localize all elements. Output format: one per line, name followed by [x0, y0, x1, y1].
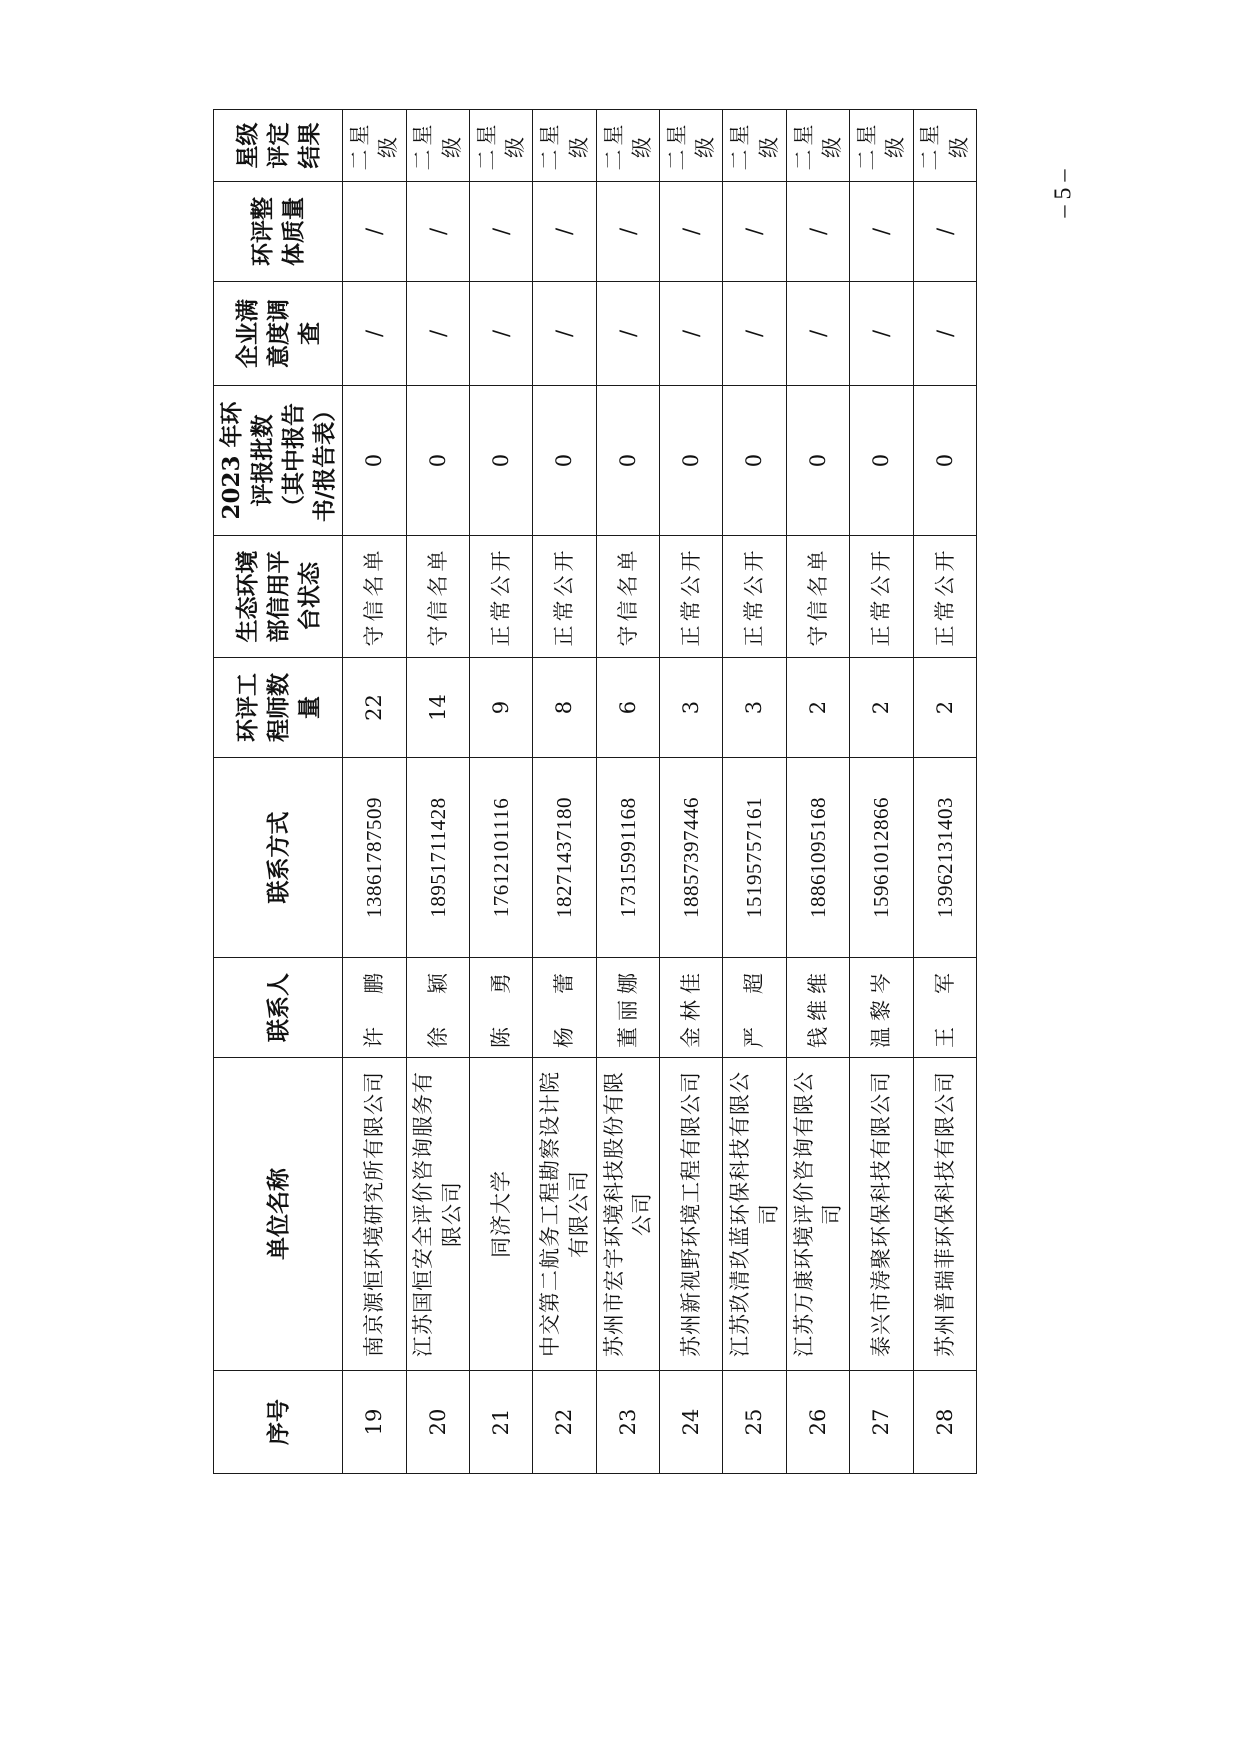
table-row: [913, 110, 976, 1474]
cell-seq: 24: [660, 1371, 723, 1474]
cell-contact: 王 军: [913, 958, 976, 1058]
cell-rating: 二星级: [469, 110, 532, 182]
cell-reports: 0: [596, 386, 659, 536]
cell-contact: 许 鹏: [343, 958, 406, 1058]
header-rating: 星级评定结果: [214, 110, 343, 182]
cell-reports: 0: [660, 386, 723, 536]
cell-phone: 18951711428: [406, 758, 469, 958]
cell-phone: 17612101116: [469, 758, 532, 958]
cell-credit: 正常公开: [533, 536, 596, 658]
cell-reports: 0: [469, 386, 532, 536]
cell-seq: 26: [786, 1371, 849, 1474]
cell-phone: 13962131403: [913, 758, 976, 958]
cell-rating: 二星级: [850, 110, 913, 182]
cell-satisfaction: /: [533, 282, 596, 386]
cell-credit: 正常公开: [850, 536, 913, 658]
table-row: [660, 110, 723, 1474]
cell-quality: /: [469, 182, 532, 282]
cell-name: 苏州市宏宇环境科技股份有限公司: [596, 1058, 659, 1371]
cell-credit: 正常公开: [469, 536, 532, 658]
cell-contact: 徐 颖: [406, 958, 469, 1058]
cell-phone: 18271437180: [533, 758, 596, 958]
cell-rating: 二星级: [343, 110, 406, 182]
cell-rating: 二星级: [723, 110, 786, 182]
cell-rating: 二星级: [913, 110, 976, 182]
cell-engineers: 2: [913, 658, 976, 758]
cell-reports: 0: [723, 386, 786, 536]
cell-name: 泰兴市涛聚环保科技有限公司: [850, 1058, 913, 1371]
cell-quality: /: [660, 182, 723, 282]
table-row: [723, 110, 786, 1474]
cell-name: 江苏国恒安全评价咨询服务有限公司: [406, 1058, 469, 1371]
cell-satisfaction: /: [850, 282, 913, 386]
cell-quality: /: [913, 182, 976, 282]
evaluation-table: [213, 109, 977, 1474]
table-row: [343, 110, 406, 1474]
cell-seq: 28: [913, 1371, 976, 1474]
cell-phone: 18857397446: [660, 758, 723, 958]
table-row: [406, 110, 469, 1474]
cell-reports: 0: [533, 386, 596, 536]
cell-satisfaction: /: [913, 282, 976, 386]
cell-credit: 守信名单: [596, 536, 659, 658]
cell-name: 同济大学: [469, 1058, 532, 1371]
cell-credit: 守信名单: [786, 536, 849, 658]
header-quality: 环评整体质量: [214, 182, 343, 282]
header-seq: 序号: [214, 1371, 343, 1474]
cell-quality: /: [406, 182, 469, 282]
cell-seq: 20: [406, 1371, 469, 1474]
cell-seq: 22: [533, 1371, 596, 1474]
cell-contact: 温黎岑: [850, 958, 913, 1058]
cell-quality: /: [786, 182, 849, 282]
cell-seq: 27: [850, 1371, 913, 1474]
cell-quality: /: [723, 182, 786, 282]
header-engineers: 环评工程师数量: [214, 658, 343, 758]
cell-rating: 二星级: [533, 110, 596, 182]
cell-name: 苏州普瑞菲环保科技有限公司: [913, 1058, 976, 1371]
cell-contact: 钱维维: [786, 958, 849, 1058]
cell-engineers: 2: [786, 658, 849, 758]
header-name: 单位名称: [214, 1058, 343, 1371]
cell-phone: 17315991168: [596, 758, 659, 958]
cell-engineers: 6: [596, 658, 659, 758]
cell-rating: 二星级: [406, 110, 469, 182]
cell-engineers: 14: [406, 658, 469, 758]
header-reports: 2023 年环评报批数（其中报告书/报告表）: [214, 386, 343, 536]
table-row: [469, 110, 532, 1474]
cell-credit: 守信名单: [406, 536, 469, 658]
cell-engineers: 8: [533, 658, 596, 758]
cell-seq: 19: [343, 1371, 406, 1474]
cell-credit: 正常公开: [660, 536, 723, 658]
cell-satisfaction: /: [469, 282, 532, 386]
cell-engineers: 22: [343, 658, 406, 758]
cell-contact: 杨 蕾: [533, 958, 596, 1058]
cell-satisfaction: /: [660, 282, 723, 386]
cell-name: 中交第二航务工程勘察设计院有限公司: [533, 1058, 596, 1371]
rotated-table-container: [213, 110, 977, 1474]
cell-satisfaction: /: [343, 282, 406, 386]
header-contact: 联系人: [214, 958, 343, 1058]
table-row: [850, 110, 913, 1474]
cell-quality: /: [343, 182, 406, 282]
cell-phone: 18861095168: [786, 758, 849, 958]
cell-name: 江苏玖清玖蓝环保科技有限公司: [723, 1058, 786, 1371]
header-row: [214, 110, 343, 1474]
cell-satisfaction: /: [723, 282, 786, 386]
cell-phone: 15961012866: [850, 758, 913, 958]
cell-name: 江苏万康环境评价咨询有限公司: [786, 1058, 849, 1371]
table-row: [596, 110, 659, 1474]
cell-reports: 0: [850, 386, 913, 536]
cell-engineers: 2: [850, 658, 913, 758]
cell-rating: 二星级: [660, 110, 723, 182]
cell-seq: 23: [596, 1371, 659, 1474]
cell-rating: 二星级: [786, 110, 849, 182]
cell-seq: 25: [723, 1371, 786, 1474]
page-number: – 5 –: [1050, 169, 1077, 218]
cell-rating: 二星级: [596, 110, 659, 182]
cell-engineers: 9: [469, 658, 532, 758]
cell-name: 苏州新视野环境工程有限公司: [660, 1058, 723, 1371]
cell-contact: 严 超: [723, 958, 786, 1058]
cell-quality: /: [533, 182, 596, 282]
cell-satisfaction: /: [596, 282, 659, 386]
cell-contact: 董丽娜: [596, 958, 659, 1058]
table-row: [786, 110, 849, 1474]
cell-reports: 0: [786, 386, 849, 536]
header-credit: 生态环境部信用平台状态: [214, 536, 343, 658]
cell-credit: 正常公开: [723, 536, 786, 658]
cell-name: 南京源恒环境研究所有限公司: [343, 1058, 406, 1371]
cell-reports: 0: [343, 386, 406, 536]
cell-phone: 15195757161: [723, 758, 786, 958]
cell-credit: 守信名单: [343, 536, 406, 658]
header-phone: 联系方式: [214, 758, 343, 958]
header-satisfaction: 企业满意度调查: [214, 282, 343, 386]
table-row: [533, 110, 596, 1474]
cell-reports: 0: [913, 386, 976, 536]
cell-seq: 21: [469, 1371, 532, 1474]
cell-satisfaction: /: [406, 282, 469, 386]
cell-engineers: 3: [723, 658, 786, 758]
cell-quality: /: [850, 182, 913, 282]
cell-reports: 0: [406, 386, 469, 536]
cell-credit: 正常公开: [913, 536, 976, 658]
cell-engineers: 3: [660, 658, 723, 758]
cell-quality: /: [596, 182, 659, 282]
cell-contact: 陈 勇: [469, 958, 532, 1058]
cell-phone: 13861787509: [343, 758, 406, 958]
cell-satisfaction: /: [786, 282, 849, 386]
cell-contact: 金林佳: [660, 958, 723, 1058]
